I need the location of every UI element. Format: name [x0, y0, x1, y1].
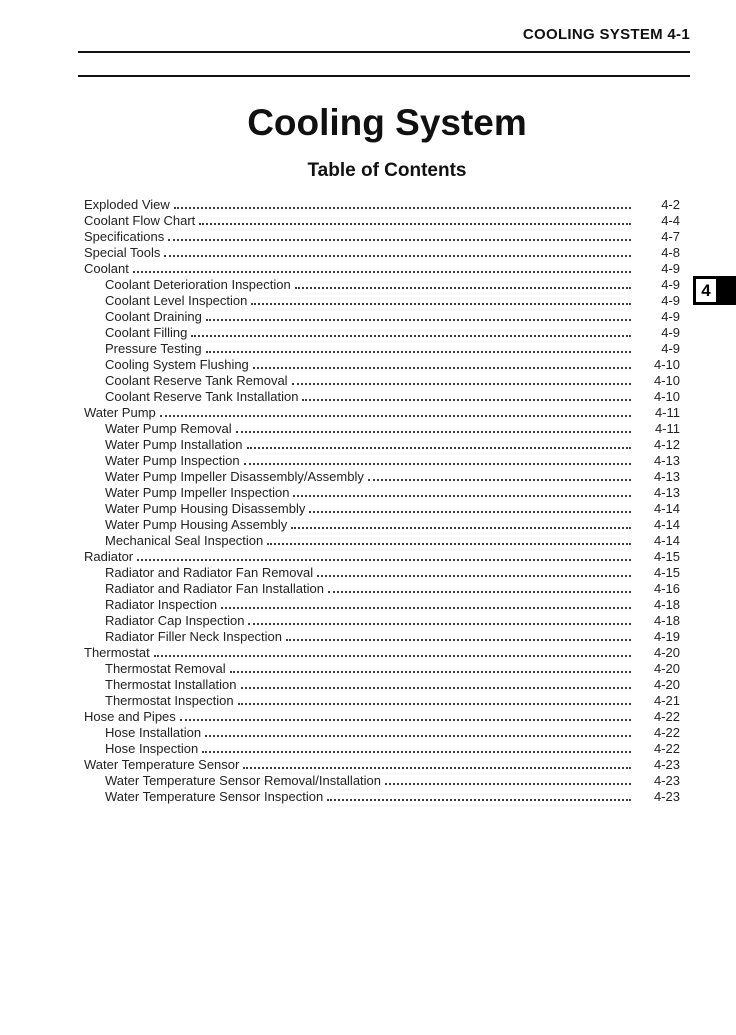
page-title: Cooling System: [247, 102, 527, 143]
table-of-contents: [84, 196, 690, 804]
toc-row: [84, 436, 690, 452]
toc-row: [84, 596, 690, 612]
toc-entry-label: Water Pump Removal: [105, 421, 232, 436]
toc-entry-label: Water Pump Housing Disassembly: [105, 501, 306, 516]
toc-entry-label: Water Pump Impeller Inspection: [105, 485, 290, 500]
toc-page-number: 4-13: [653, 485, 680, 500]
toc-leader-dots: [206, 350, 631, 353]
toc-page-number: 4-9: [661, 277, 680, 292]
toc-leader-dots: [302, 398, 631, 401]
toc-row: [84, 260, 690, 276]
toc-entry-label: Coolant Deterioration Inspection: [105, 277, 291, 292]
toc-leader-dots: [317, 574, 631, 577]
toc-page-number: 4-13: [653, 453, 680, 468]
toc-row: [84, 580, 690, 596]
toc-entry-label: Water Pump Inspection: [105, 453, 240, 468]
toc-entry-label: Hose Inspection: [105, 741, 199, 756]
toc-entry-label: Water Pump Installation: [105, 437, 243, 452]
toc-page-number: 4-13: [653, 469, 680, 484]
toc-row: [84, 692, 690, 708]
toc-page-number: 4-20: [653, 677, 680, 692]
toc-page-number: 4-22: [653, 709, 680, 724]
toc-row: [84, 292, 690, 308]
toc-row: [84, 740, 690, 756]
toc-page-number: 4-22: [653, 741, 680, 756]
toc-leader-dots: [137, 558, 631, 561]
toc-page-number: 4-10: [653, 357, 680, 372]
toc-row: [84, 564, 690, 580]
toc-entry-label: Water Pump Impeller Disassembly/Assembly: [105, 469, 364, 484]
toc-entry-label: Water Pump Housing Assembly: [105, 517, 288, 532]
toc-leader-dots: [164, 254, 631, 257]
chapter-index-tab: [693, 276, 736, 305]
toc-row: [84, 468, 690, 484]
toc-row: [84, 276, 690, 292]
toc-row: [84, 244, 690, 260]
toc-row: [84, 388, 690, 404]
toc-page-number: 4-15: [653, 565, 680, 580]
toc-row: [84, 340, 690, 356]
toc-row: [84, 612, 690, 628]
toc-row: [84, 356, 690, 372]
toc-leader-dots: [205, 734, 631, 737]
toc-leader-dots: [267, 542, 631, 545]
toc-row: [84, 708, 690, 724]
toc-page-number: 4-2: [661, 197, 680, 212]
toc-entry-label: Mechanical Seal Inspection: [105, 533, 264, 548]
toc-page-number: 4-18: [653, 613, 680, 628]
toc-entry-label: Radiator: [84, 549, 134, 564]
toc-row: [84, 420, 690, 436]
toc-leader-dots: [160, 414, 631, 417]
toc-page-number: 4-14: [653, 501, 680, 516]
toc-leader-dots: [286, 638, 631, 641]
toc-leader-dots: [168, 238, 631, 241]
toc-leader-dots: [247, 446, 631, 449]
toc-entry-label: Water Temperature Sensor Inspection: [105, 789, 324, 804]
toc-entry-label: Coolant: [84, 261, 129, 276]
toc-page-number: 4-16: [653, 581, 680, 596]
toc-page-number: 4-21: [653, 693, 680, 708]
toc-leader-dots: [295, 286, 631, 289]
toc-row: [84, 404, 690, 420]
toc-page-number: 4-11: [654, 421, 680, 436]
toc-leader-dots: [191, 334, 631, 337]
toc-entry-label: Coolant Reserve Tank Installation: [105, 389, 299, 404]
chapter-tab-number: 4: [696, 279, 716, 302]
toc-leader-dots: [251, 302, 631, 305]
toc-page-number: 4-8: [661, 245, 680, 260]
toc-entry-label: Thermostat: [84, 645, 150, 660]
toc-page-number: 4-7: [661, 229, 680, 244]
toc-leader-dots: [221, 606, 631, 609]
toc-page-number: 4-23: [653, 789, 680, 804]
toc-row: [84, 212, 690, 228]
toc-page-number: 4-23: [653, 773, 680, 788]
toc-page-number: 4-4: [661, 213, 680, 228]
toc-leader-dots: [206, 318, 631, 321]
toc-leader-dots: [174, 206, 631, 209]
toc-entry-label: Coolant Draining: [105, 309, 202, 324]
toc-entry-label: Coolant Flow Chart: [84, 213, 196, 228]
toc-leader-dots: [241, 686, 631, 689]
toc-leader-dots: [230, 670, 631, 673]
toc-row: [84, 628, 690, 644]
toc-leader-dots: [292, 382, 631, 385]
toc-page-number: 4-12: [653, 437, 680, 452]
toc-leader-dots: [199, 222, 631, 225]
toc-leader-dots: [180, 718, 631, 721]
toc-row: [84, 724, 690, 740]
toc-entry-label: Radiator and Radiator Fan Installation: [105, 581, 324, 596]
toc-row: [84, 644, 690, 660]
toc-page-number: 4-11: [654, 405, 680, 420]
toc-page-number: 4-10: [653, 373, 680, 388]
toc-row: [84, 372, 690, 388]
toc-entry-label: Thermostat Removal: [105, 661, 226, 676]
toc-leader-dots: [309, 510, 631, 513]
toc-entry-label: Coolant Level Inspection: [105, 293, 248, 308]
toc-leader-dots: [291, 526, 631, 529]
toc-entry-label: Radiator Cap Inspection: [105, 613, 245, 628]
toc-page-number: 4-10: [653, 389, 680, 404]
toc-leader-dots: [328, 590, 631, 593]
toc-entry-label: Radiator and Radiator Fan Removal: [105, 565, 314, 580]
toc-leader-dots: [248, 622, 631, 625]
toc-leader-dots: [154, 654, 631, 657]
toc-entry-label: Exploded View: [84, 197, 170, 212]
toc-row: [84, 452, 690, 468]
toc-row: [84, 484, 690, 500]
toc-page-number: 4-9: [661, 261, 680, 276]
toc-page-number: 4-9: [661, 293, 680, 308]
toc-leader-dots: [133, 270, 631, 273]
toc-row: [84, 500, 690, 516]
toc-row: [84, 324, 690, 340]
toc-page-number: 4-14: [653, 533, 680, 548]
toc-entry-label: Water Temperature Sensor: [84, 757, 240, 772]
toc-entry-label: Water Pump: [84, 405, 156, 420]
toc-entry-label: Radiator Inspection: [105, 597, 218, 612]
toc-entry-label: Specifications: [84, 229, 165, 244]
toc-row: [84, 196, 690, 212]
toc-leader-dots: [293, 494, 631, 497]
running-header: COOLING SYSTEM 4-1: [522, 26, 690, 43]
toc-entry-label: Water Temperature Sensor Removal/Installation: [105, 773, 382, 788]
toc-entry-label: Cooling System Flushing: [105, 357, 249, 372]
toc-row: [84, 772, 690, 788]
toc-entry-label: Coolant Reserve Tank Removal: [105, 373, 288, 388]
toc-entry-label: Hose Installation: [105, 725, 202, 740]
toc-row: [84, 228, 690, 244]
toc-leader-dots: [202, 750, 631, 753]
toc-row: [84, 308, 690, 324]
toc-leader-dots: [385, 782, 631, 785]
toc-leader-dots: [236, 430, 631, 433]
toc-page-number: 4-9: [661, 341, 680, 356]
toc-page-number: 4-15: [653, 549, 680, 564]
toc-page-number: 4-18: [653, 597, 680, 612]
toc-row: [84, 532, 690, 548]
toc-leader-dots: [243, 766, 631, 769]
toc-leader-dots: [244, 462, 631, 465]
toc-leader-dots: [238, 702, 631, 705]
toc-row: [84, 516, 690, 532]
toc-entry-label: Thermostat Installation: [105, 677, 237, 692]
toc-row: [84, 676, 690, 692]
toc-page-number: 4-20: [653, 661, 680, 676]
toc-row: [84, 788, 690, 804]
toc-page-number: 4-9: [661, 325, 680, 340]
toc-page-number: 4-9: [661, 309, 680, 324]
toc-page-number: 4-14: [653, 517, 680, 532]
toc-leader-dots: [253, 366, 631, 369]
toc-leader-dots: [368, 478, 631, 481]
toc-entry-label: Special Tools: [84, 245, 161, 260]
toc-entry-label: Radiator Filler Neck Inspection: [105, 629, 283, 644]
toc-row: [84, 548, 690, 564]
toc-page-number: 4-23: [653, 757, 680, 772]
toc-leader-dots: [327, 798, 631, 801]
header-rule-top: [78, 51, 690, 53]
table-of-contents-heading: Table of Contents: [307, 160, 467, 181]
toc-entry-label: Coolant Filling: [105, 325, 188, 340]
toc-entry-label: Pressure Testing: [105, 341, 202, 356]
toc-row: [84, 756, 690, 772]
header-rule-bottom: [78, 75, 690, 77]
toc-page-number: 4-22: [653, 725, 680, 740]
toc-entry-label: Thermostat Inspection: [105, 693, 234, 708]
toc-page-number: 4-20: [653, 645, 680, 660]
toc-row: [84, 660, 690, 676]
toc-entry-label: Hose and Pipes: [84, 709, 176, 724]
toc-page-number: 4-19: [653, 629, 680, 644]
